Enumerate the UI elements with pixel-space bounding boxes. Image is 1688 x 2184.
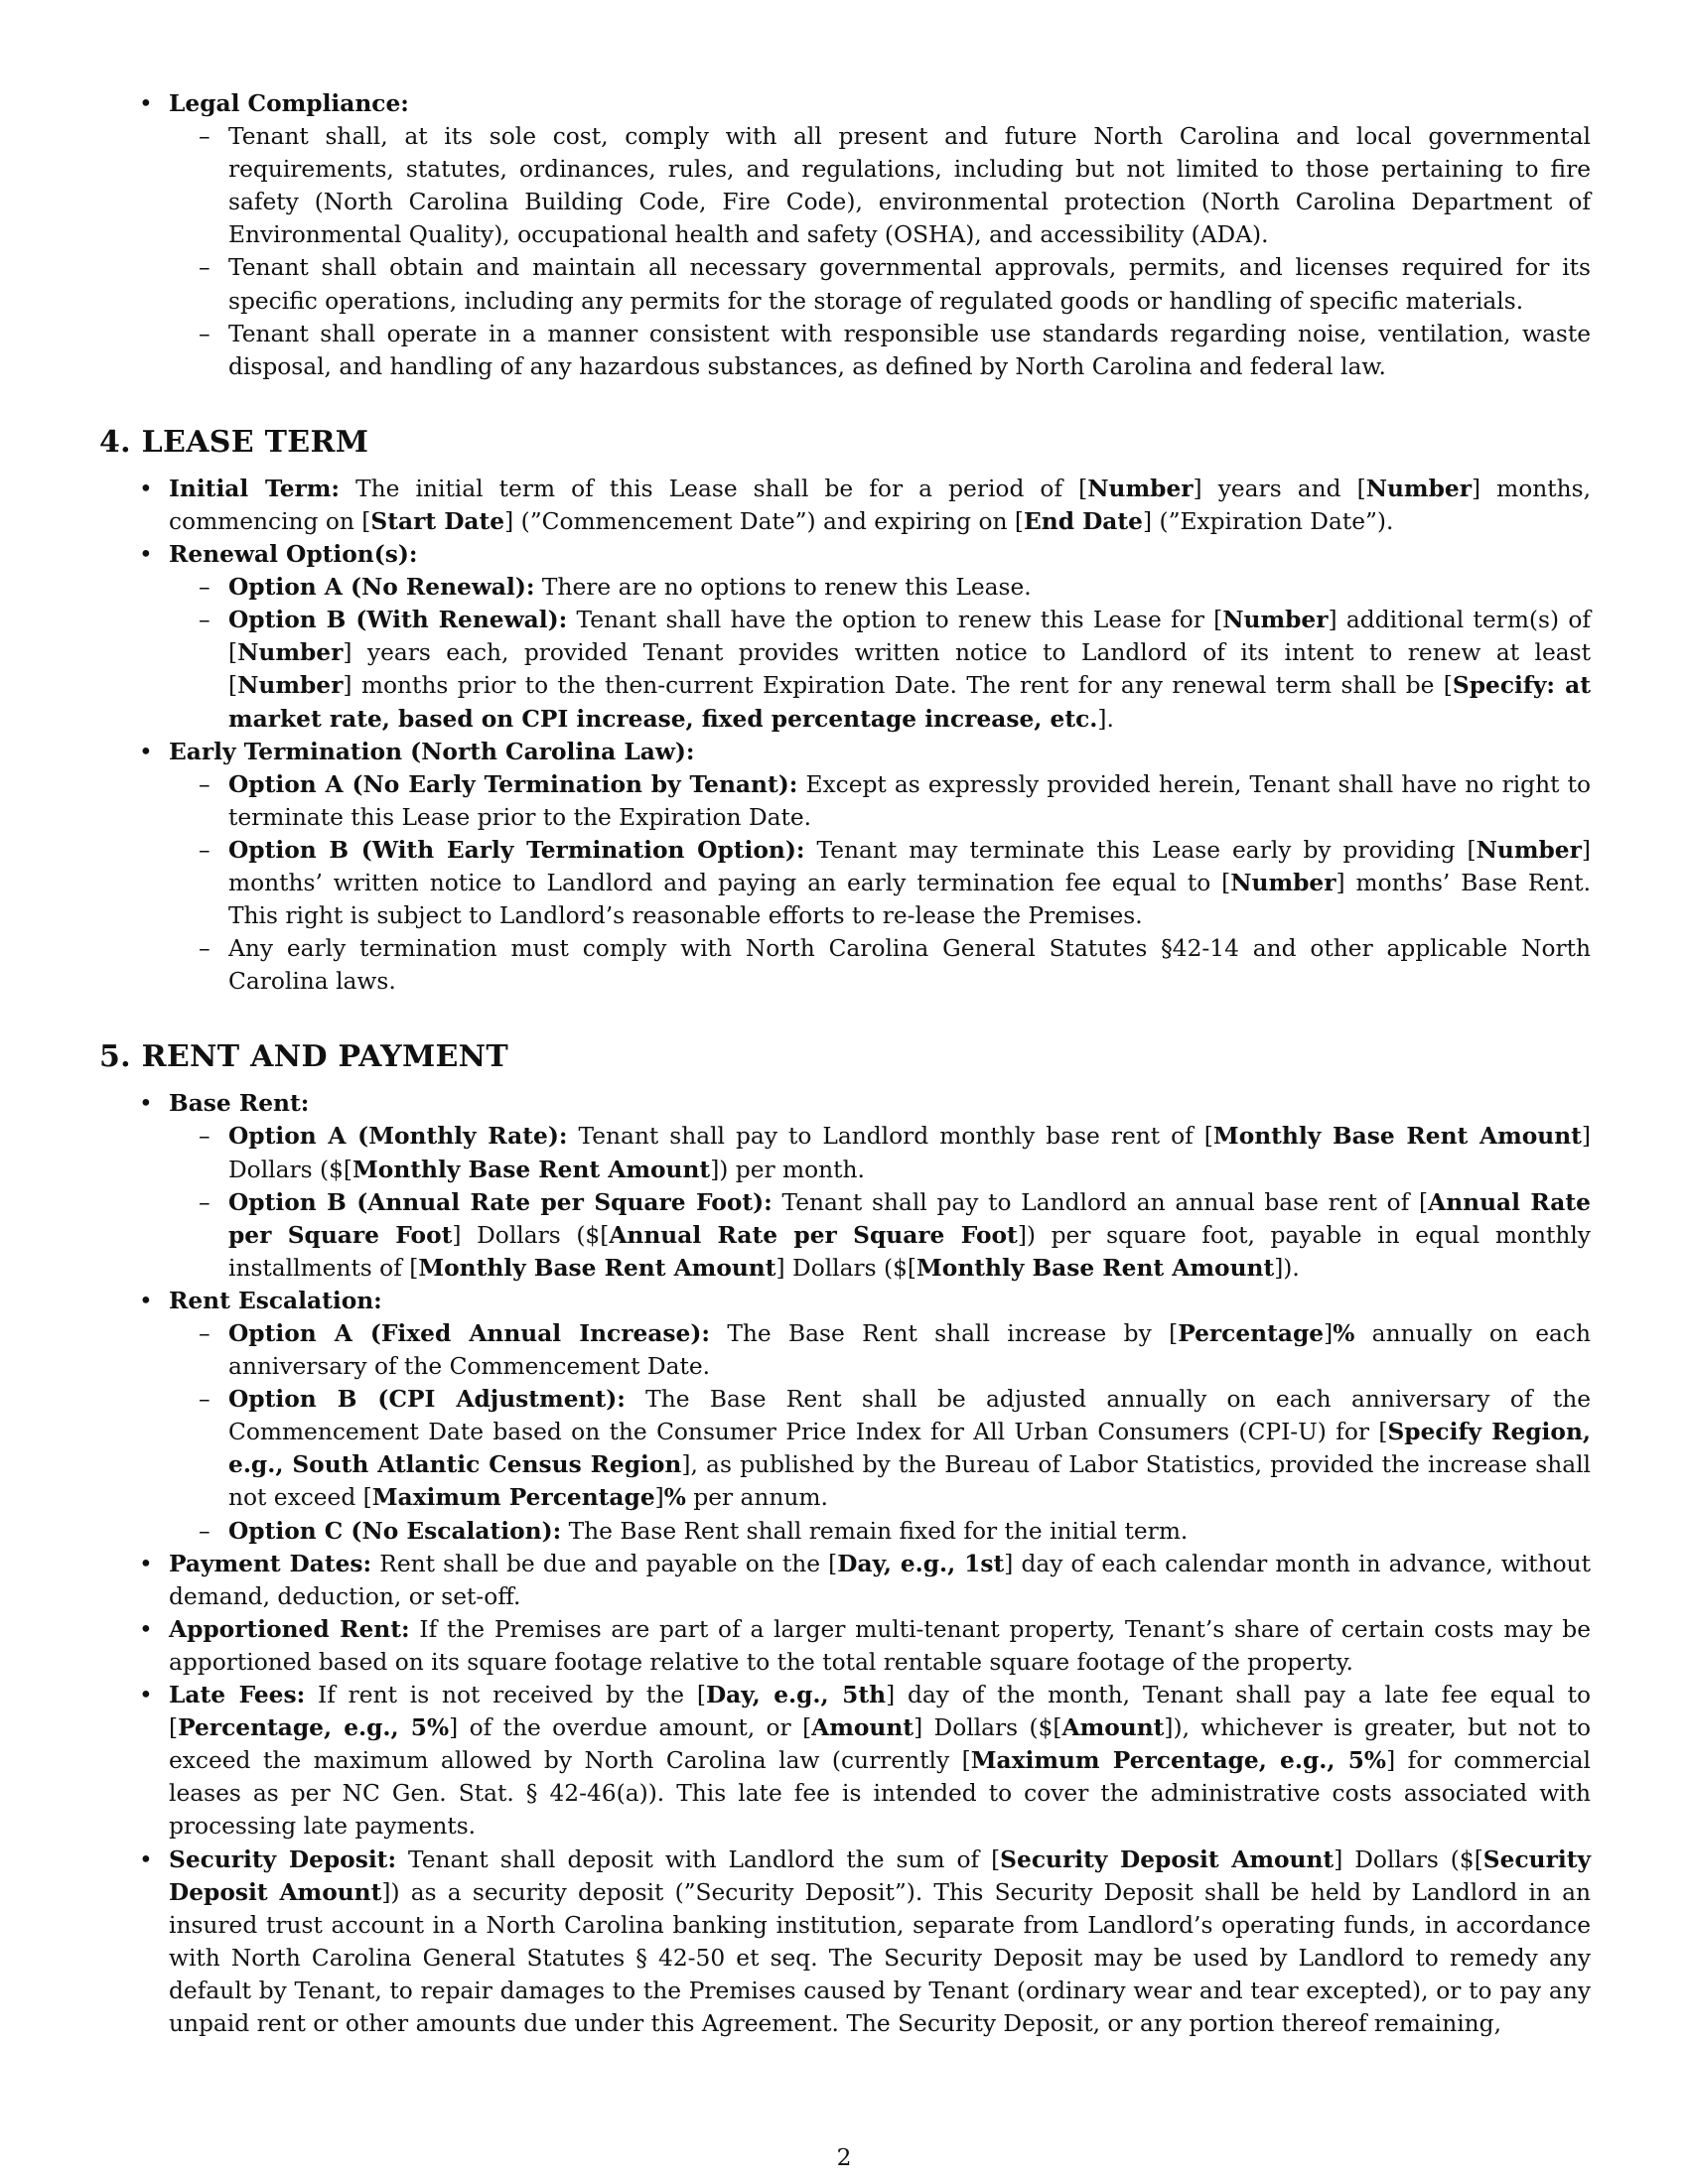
renewal-options-item [99, 538, 1591, 736]
legal-compliance-item [99, 87, 1591, 383]
lease-term-list [99, 473, 1591, 999]
renewal-option-b: – Option B (With Renewal): Tenant shall have the option to renew this Lease for [Number] additional term(s) of [Number] years each, provided Tenant provides written notice to Landlord of its intent to renew at least [Number] months prior to the then-current Expiration Date. The rent for any renewal term shall be [Specify: at market rate, based on CPI increase, fixed percentage increase, etc.]. [169, 604, 1591, 735]
initial-term-label: Initial Term: [169, 475, 341, 502]
early-termination-compliance: – Any early termination must comply with North Carolina General Statutes §42-14 and other applicable North Carolina laws. [169, 932, 1591, 998]
escalation-option-b: – Option B (CPI Adjustment): The Base Rent shall be adjusted annually on each anniversary of the Commencement Date based on the Consumer Price Index for All Urban Consumers (CPI-U) for [Specify Region, e.g., South Atlantic Census Region], as published by the Bureau of Labor Statistics, provided the increase shall not exceed [Maximum Percentage]% per annum. [169, 1383, 1591, 1514]
section-5-heading: 5. RENT AND PAYMENT [99, 1039, 509, 1075]
legal-compliance-clause-3: – Tenant shall operate in a manner consistent with responsible use standards regarding noise, ventilation, waste disposal, and handling of any hazardous substances, as defined by North Carolina and federal law. [169, 318, 1591, 383]
payment-dates-item: • Payment Dates: Rent shall be due and payable on the [Day, e.g., 1st] day of each calendar month in advance, without demand, deduction, or set-off. [99, 1548, 1591, 1613]
base-rent-option-b: – Option B (Annual Rate per Square Foot): Tenant shall pay to Landlord an annual base rent of [Annual Rate per Square Foot] Dollars ($[Annual Rate per Square Foot]) per square foot, payable in equal monthly installments of [Monthly Base Rent Amount] Dollars ($[Monthly Base Rent Amount]). [169, 1186, 1591, 1285]
initial-term-item: • Initial Term: The initial term of this Lease shall be for a period of [Number] years and [Number] months, commencing on [Start Date] (”Commencement Date”) and expiring on [End Date] (”Expiration Date”). [99, 473, 1591, 538]
security-deposit-item: • Security Deposit: Tenant shall deposit with Landlord the sum of [Security Deposit Amount] Dollars ($[Security Deposit Amount]) as a security deposit (”Security Deposit”). This Security Deposit shall be held by Landlord in an insured trust account in a North Carolina banking institution, separate from Landlord’s operating funds, in accordance with North Carolina General Statutes § 42-50 et seq. The Security Deposit may be used by Landlord to remedy any default by Tenant, to repair damages to the Premises caused by Tenant (ordinary wear and tear excepted), or to pay any unpaid rent or other amounts due under this Agreement. The Security Deposit, or any portion thereof remaining, [99, 1843, 1591, 2041]
late-fees-label: Late Fees: [169, 1682, 306, 1709]
security-deposit-label: Security Deposit: [169, 1845, 397, 1873]
escalation-option-c: – Option C (No Escalation): The Base Rent shall remain fixed for the initial term. [169, 1515, 1591, 1548]
payment-dates-label: Payment Dates: [169, 1550, 372, 1577]
document-page [99, 87, 1591, 2040]
rent-payment-list [99, 1087, 1591, 2040]
base-rent-label: Base Rent: [169, 1090, 310, 1118]
section-4-heading: 4. LEASE TERM [99, 424, 369, 460]
early-termination-option-b: – Option B (With Early Termination Option): Tenant may terminate this Lease early by providing [Number] months’ written notice to Landlord and paying an early termination fee equal to [Number] months’ Base Rent. This right is subject to Landlord’s reasonable efforts to re-lease the Premises. [169, 834, 1591, 932]
base-rent-item [99, 1087, 1591, 1285]
legal-compliance-clause-1: – Tenant shall, at its sole cost, comply with all present and future North Carolina and local governmental requirements, statutes, ordinances, rules, and regulations, including but not limited to those pertaining to fire safety (North Carolina Building Code, Fire Code), environmental protection (North Carolina Department of Environmental Quality), occupational health and safety (OSHA), and accessibility (ADA). [169, 120, 1591, 251]
renewal-options-label: Renewal Option(s): [169, 541, 418, 569]
early-termination-label: Early Termination (North Carolina Law): [169, 738, 695, 765]
apportioned-rent-item: • Apportioned Rent: If the Premises are part of a larger multi-tenant property, Tenant’s share of certain costs may be apportioned based on its square footage relative to the total rentable square footage of the property. [99, 1613, 1591, 1679]
rent-escalation-label: Rent Escalation: [169, 1287, 382, 1314]
legal-compliance-heading: Legal Compliance: [169, 90, 409, 117]
escalation-option-a: – Option A (Fixed Annual Increase): The Base Rent shall increase by [Percentage]% annually on each anniversary of the Commencement Date. [169, 1317, 1591, 1383]
legal-compliance-clause-2: – Tenant shall obtain and maintain all necessary governmental approvals, permits, and licenses required for its specific operations, including any permits for the storage of regulated goods or handling of specific materials. [169, 251, 1591, 317]
renewal-option-a: – Option A (No Renewal): There are no options to renew this Lease. [169, 571, 1591, 604]
rent-escalation-item [99, 1285, 1591, 1548]
base-rent-option-a: – Option A (Monthly Rate): Tenant shall pay to Landlord monthly base rent of [Monthly Base Rent Amount] Dollars ($[Monthly Base Rent Amount]) per month. [169, 1120, 1591, 1185]
legal-compliance-list [99, 87, 1591, 383]
late-fees-item: • Late Fees: If rent is not received by the [Day, e.g., 5th] day of the month, Tenant shall pay a late fee equal to [Percentage, e.g., 5%] of the overdue amount, or [Amount] Dollars ($[Amount]), whichever is greater, but not to exceed the maximum allowed by North Carolina law (currently [Maximum Percentage, e.g., 5%] for commercial leases as per NC Gen. Stat. § 42-46(a)). This late fee is intended to cover the administrative costs associated with processing late payments. [99, 1679, 1591, 1843]
early-termination-option-a: – Option A (No Early Termination by Tenant): Except as expressly provided herein, Tenant shall have no right to terminate this Lease prior to the Expiration Date. [169, 768, 1591, 834]
early-termination-item [99, 736, 1591, 999]
apportioned-rent-label: Apportioned Rent: [169, 1615, 410, 1643]
page-number: 2 [836, 2144, 852, 2171]
